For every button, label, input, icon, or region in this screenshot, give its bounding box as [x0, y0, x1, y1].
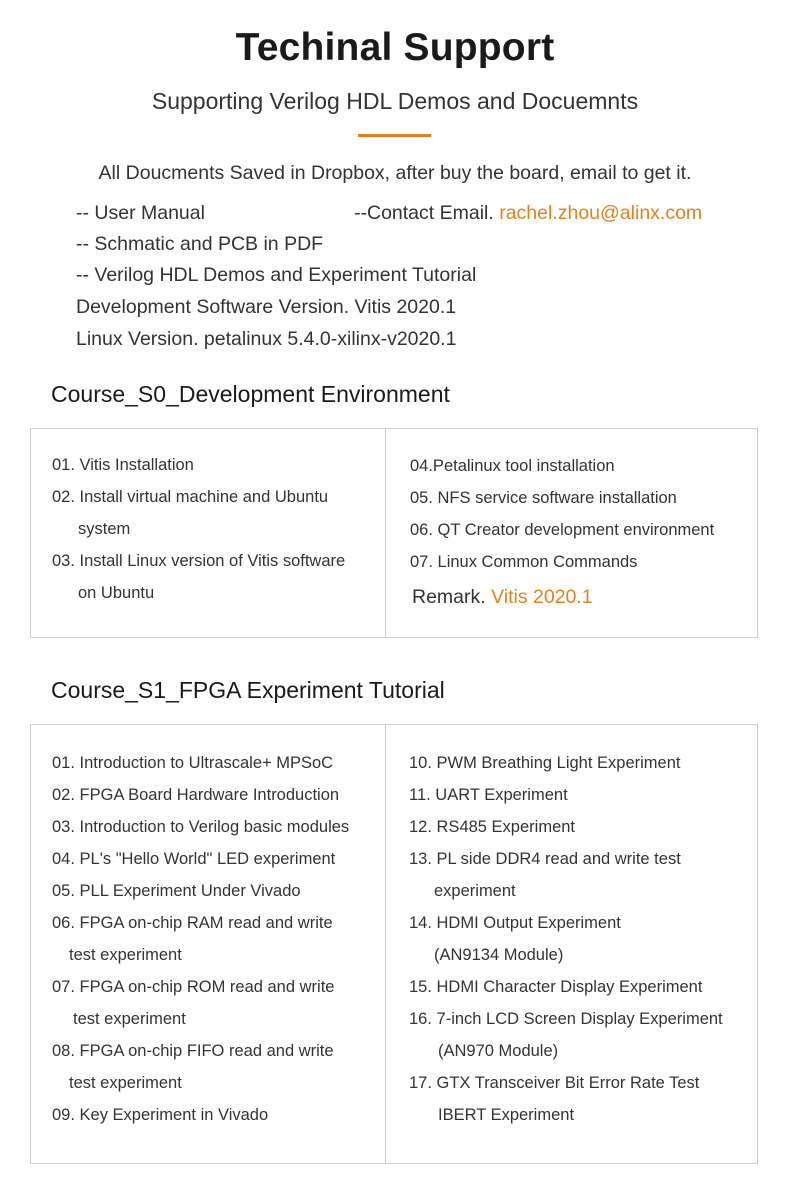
list-item: 08. FPGA on-chip FIFO read and write — [52, 1042, 334, 1060]
list-item: IBERT Experiment — [438, 1106, 575, 1124]
list-item: 09. Key Experiment in Vivado — [52, 1106, 269, 1124]
list-item: 01. Introduction to Ultrascale+ MPSoC — [52, 754, 334, 772]
list-item: 03. Install Linux version of Vitis software — [52, 552, 346, 570]
list-item: on Ubuntu — [78, 584, 155, 602]
accent-divider — [358, 134, 431, 137]
list-item: (AN970 Module) — [438, 1042, 559, 1060]
list-item: 05. NFS service software installation — [410, 489, 677, 507]
list-item: 05. PLL Experiment Under Vivado — [52, 882, 301, 900]
list-item: 13. PL side DDR4 read and write test — [409, 850, 681, 868]
remark-value: Vitis 2020.1 — [491, 586, 593, 608]
contact-email-link[interactable]: rachel.zhou@alinx.com — [499, 202, 703, 224]
column-divider — [385, 725, 386, 1163]
course-s0-box — [30, 428, 758, 638]
list-item: 10. PWM Breathing Light Experiment — [409, 754, 681, 772]
list-item: test experiment — [69, 1074, 182, 1092]
list-item: (AN9134 Module) — [434, 946, 564, 964]
page-subtitle: Supporting Verilog HDL Demos and Docuemnts — [151, 88, 639, 114]
column-divider — [385, 429, 386, 637]
list-item: 16. 7-inch LCD Screen Display Experiment — [409, 1010, 723, 1028]
list-item: 14. HDMI Output Experiment — [409, 914, 621, 932]
course-s1-box — [30, 724, 758, 1164]
list-item: 07. Linux Common Commands — [410, 553, 638, 571]
course-s1-heading: Course_S1_FPGA Experiment Tutorial — [51, 677, 445, 703]
list-item: 12. RS485 Experiment — [409, 818, 576, 836]
contact-line — [354, 202, 702, 225]
list-item: 02. Install virtual machine and Ubuntu — [52, 488, 329, 506]
list-item: 07. FPGA on-chip ROM read and write — [52, 978, 335, 996]
list-item: 15. HDMI Character Display Experiment — [409, 978, 703, 996]
info-user-manual: -- User Manual — [76, 202, 205, 224]
list-item: 06. QT Creator development environment — [410, 521, 715, 539]
list-item: 17. GTX Transceiver Bit Error Rate Test — [409, 1074, 700, 1092]
info-linux-version: Linux Version. petalinux 5.4.0-xilinx-v2020.1 — [76, 328, 457, 350]
info-software-version: Development Software Version. Vitis 2020.1 — [76, 296, 457, 318]
list-item: 01. Vitis Installation — [52, 456, 194, 474]
remark-label: Remark. — [412, 586, 492, 608]
list-item: 04.Petalinux tool installation — [410, 457, 615, 475]
list-item: 11. UART Experiment — [409, 786, 568, 804]
list-item: 04. PL's "Hello World" LED experiment — [52, 850, 336, 868]
list-item: experiment — [434, 882, 516, 900]
list-item: system — [78, 520, 131, 538]
contact-label: --Contact Email. — [354, 202, 500, 224]
intro-text: All Doucments Saved in Dropbox, after buy the board, email to get it. — [98, 162, 692, 184]
page-title: Techinal Support — [235, 26, 555, 69]
info-schematic: -- Schmatic and PCB in PDF — [76, 233, 324, 255]
list-item: 03. Introduction to Verilog basic modules — [52, 818, 350, 836]
list-item: test experiment — [73, 1010, 186, 1028]
list-item: 02. FPGA Board Hardware Introduction — [52, 786, 340, 804]
list-item: test experiment — [69, 946, 182, 964]
info-demos: -- Verilog HDL Demos and Experiment Tutorial — [76, 264, 477, 286]
list-item: 06. FPGA on-chip RAM read and write — [52, 914, 333, 932]
course-s0-heading: Course_S0_Development Environment — [51, 381, 450, 407]
remark-line — [412, 586, 593, 609]
